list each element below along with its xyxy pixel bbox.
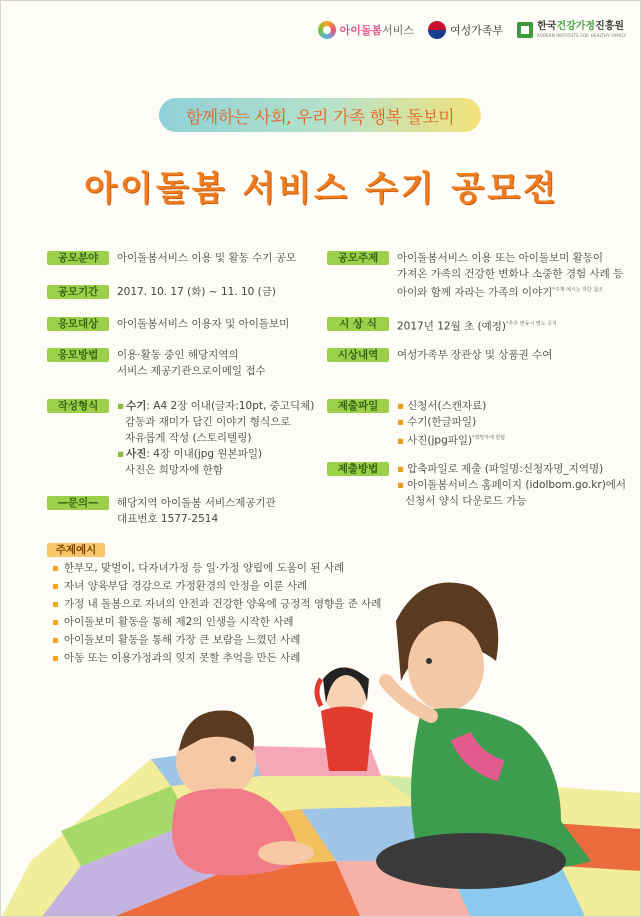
theme-line-3: 아이와 함께 자라는 가족의 이야기 bbox=[397, 286, 553, 299]
value-format: ▪ 수기: A4 2장 이내(글자:10pt, 중고딕체) 감동과 재미가 담긴 이야기 형식으로 자유롭게 작성 (스토리텔링) ▪ 사진: 4장 이내(jpg 원본파일) 사진은 희망자에 한함 bbox=[117, 400, 315, 476]
tag-examples: 주제예시 bbox=[47, 543, 105, 557]
slogan-text: 함께하는 사회, 우리 가족 행복 돌보미 bbox=[185, 107, 455, 128]
tag-theme: 공모주제 bbox=[327, 251, 389, 265]
sun-icon bbox=[318, 21, 336, 39]
ministry-logo bbox=[428, 21, 503, 39]
row-prize bbox=[327, 347, 552, 363]
value-target: 아이돌봄서비스 이용자 및 아이돌보미 bbox=[117, 318, 290, 330]
submit-item-1: 압축파일로 제출 (파일명:신청자명_지역명) bbox=[407, 463, 604, 475]
tag-prize: 시상내역 bbox=[327, 348, 389, 362]
value-award bbox=[397, 316, 557, 335]
row-period bbox=[47, 284, 276, 300]
caregiver-illustration bbox=[376, 583, 591, 889]
list-item: 아이돌보미 활동을 통해 제2의 인생을 시작한 사례 bbox=[53, 613, 381, 631]
award-note: *추후 변동시 별도 공지 bbox=[506, 321, 557, 327]
list-item: 아동 또는 이용가정과의 잊지 못할 추억을 만든 사례 bbox=[53, 649, 381, 667]
logo-bar bbox=[318, 21, 626, 39]
method-line-2: 서비스 제공기관으로이메일 접수 bbox=[117, 365, 266, 377]
value-period: 2017. 10. 17 (화) ~ 11. 10 (금) bbox=[117, 286, 277, 298]
slogan-banner bbox=[159, 98, 481, 132]
institute-icon bbox=[517, 22, 533, 38]
row-theme bbox=[327, 250, 623, 301]
submit-item-2-line-2: 신청서 양식 다운로드 가능 bbox=[405, 495, 527, 507]
tag-period: 공모기간 bbox=[47, 285, 109, 299]
institute-name-c: 진흥원 bbox=[595, 21, 625, 32]
service-logo-plain: 서비스 bbox=[382, 24, 414, 37]
award-date: 2017년 12월 초 (예정) bbox=[397, 320, 507, 333]
row-format bbox=[47, 398, 314, 478]
tag-submit: 제출방법 bbox=[327, 462, 389, 476]
institute-english: KOREAN INSTITUTE FOR HEALTHY FAMILY bbox=[537, 33, 626, 38]
files-item-1: 신청서(스캔자료) bbox=[407, 400, 487, 412]
taeguk-icon bbox=[428, 21, 446, 39]
page-title: 아이돌봄 서비스 수기 공모전 bbox=[84, 169, 559, 209]
format-photo-head: 사진 bbox=[126, 448, 147, 460]
tag-field: 공모분야 bbox=[47, 251, 109, 265]
contact-line-1: 해당지역 아이돌봄 서비스제공기관 bbox=[117, 497, 276, 509]
list-item: 아이돌보미 활동을 통해 가장 큰 보람을 느꼈던 사례 bbox=[53, 631, 381, 649]
row-award bbox=[327, 316, 557, 335]
format-essay-line-3: 자유롭게 작성 (스토리텔링) bbox=[125, 432, 252, 444]
format-essay-line-1: : A4 2장 이내(글자:10pt, 중고딕체) bbox=[146, 400, 315, 412]
institute-name-a: 한국 bbox=[537, 21, 557, 32]
value-contact bbox=[117, 495, 276, 527]
value-method bbox=[117, 347, 266, 379]
value-files: ▪ 신청서(스캔자료) ▪ 수기(한글파일) ▪ 사진(jpg파일)$^{*희망자에 한함}$ bbox=[397, 400, 506, 447]
format-essay-line-2: 감동과 재미가 담긴 이야기 형식으로 bbox=[125, 416, 291, 428]
theme-line-1: 아이돌봄서비스 이용 또는 아이돌보미 활동이 bbox=[397, 252, 604, 264]
tag-contact: —문의— bbox=[47, 496, 109, 510]
format-essay-head: 수기 bbox=[126, 400, 147, 412]
row-target bbox=[47, 316, 289, 332]
list-item: 가정 내 돌봄으로 자녀의 안전과 건강한 양육에 긍정적 영향을 준 사례 bbox=[53, 595, 381, 613]
tag-method: 응모방법 bbox=[47, 348, 109, 362]
files-item-3-note: *희망자에 한함 bbox=[472, 435, 506, 441]
ministry-name: 여성가족부 bbox=[449, 24, 504, 37]
value-submit: ▪ 압축파일로 제출 (파일명:신청자명_지역명) ▪ 아이돌봄서비스 홈페이지 (idolbom.go.kr)에서 신청서 양식 다운로드 가능 bbox=[397, 463, 627, 507]
contact-line-2: 대표번호 1577-2514 bbox=[117, 513, 219, 525]
row-field bbox=[47, 250, 296, 266]
files-item-3: 사진(jpg파일) bbox=[407, 434, 473, 447]
format-photo-line-2: 사진은 희망자에 한함 bbox=[125, 464, 223, 476]
examples-list bbox=[53, 559, 381, 667]
list-item: 한부모, 맞벌이, 다자녀가정 등 일·가정 양립에 도움이 된 사례 bbox=[53, 559, 381, 577]
method-line-1: 이용·활동 중인 해당지역의 bbox=[117, 349, 239, 361]
list-item: 자녀 양육부담 경감으로 가정환경의 안정을 이룬 사례 bbox=[53, 577, 381, 595]
row-method bbox=[47, 347, 266, 379]
tag-award: 시 상 식 bbox=[327, 317, 389, 331]
submit-item-2-line-1: 아이돌봄서비스 홈페이지 (idolbom.go.kr)에서 bbox=[407, 479, 627, 491]
row-files bbox=[327, 398, 505, 449]
institute-name-b: 건강가정 bbox=[556, 21, 596, 32]
row-contact bbox=[47, 495, 276, 527]
row-submit bbox=[327, 461, 626, 509]
theme-note: *주제 예시는 하단 참조 bbox=[552, 287, 604, 293]
value-prize: 여성가족부 장관상 및 상품권 수여 bbox=[397, 349, 553, 361]
theme-line-2: 가져온 가족의 건강한 변화나 소중한 경험 사례 등 bbox=[397, 268, 624, 280]
service-logo-colored: 아이돌봄 bbox=[339, 24, 383, 37]
tag-contact-text: 문의 bbox=[67, 497, 89, 509]
value-field: 아이돌봄서비스 이용 및 활동 수기 공모 bbox=[117, 252, 296, 264]
tag-files: 제출파일 bbox=[327, 399, 389, 413]
tag-target: 응모대상 bbox=[47, 317, 109, 331]
value-theme bbox=[397, 250, 623, 301]
format-photo-line-1: : 4장 이내(jpg 원본파일) bbox=[146, 448, 263, 460]
institute-logo bbox=[517, 22, 626, 38]
files-item-2: 수기(한글파일) bbox=[407, 416, 477, 428]
tag-format: 작성형식 bbox=[47, 399, 109, 413]
service-logo bbox=[318, 21, 414, 39]
